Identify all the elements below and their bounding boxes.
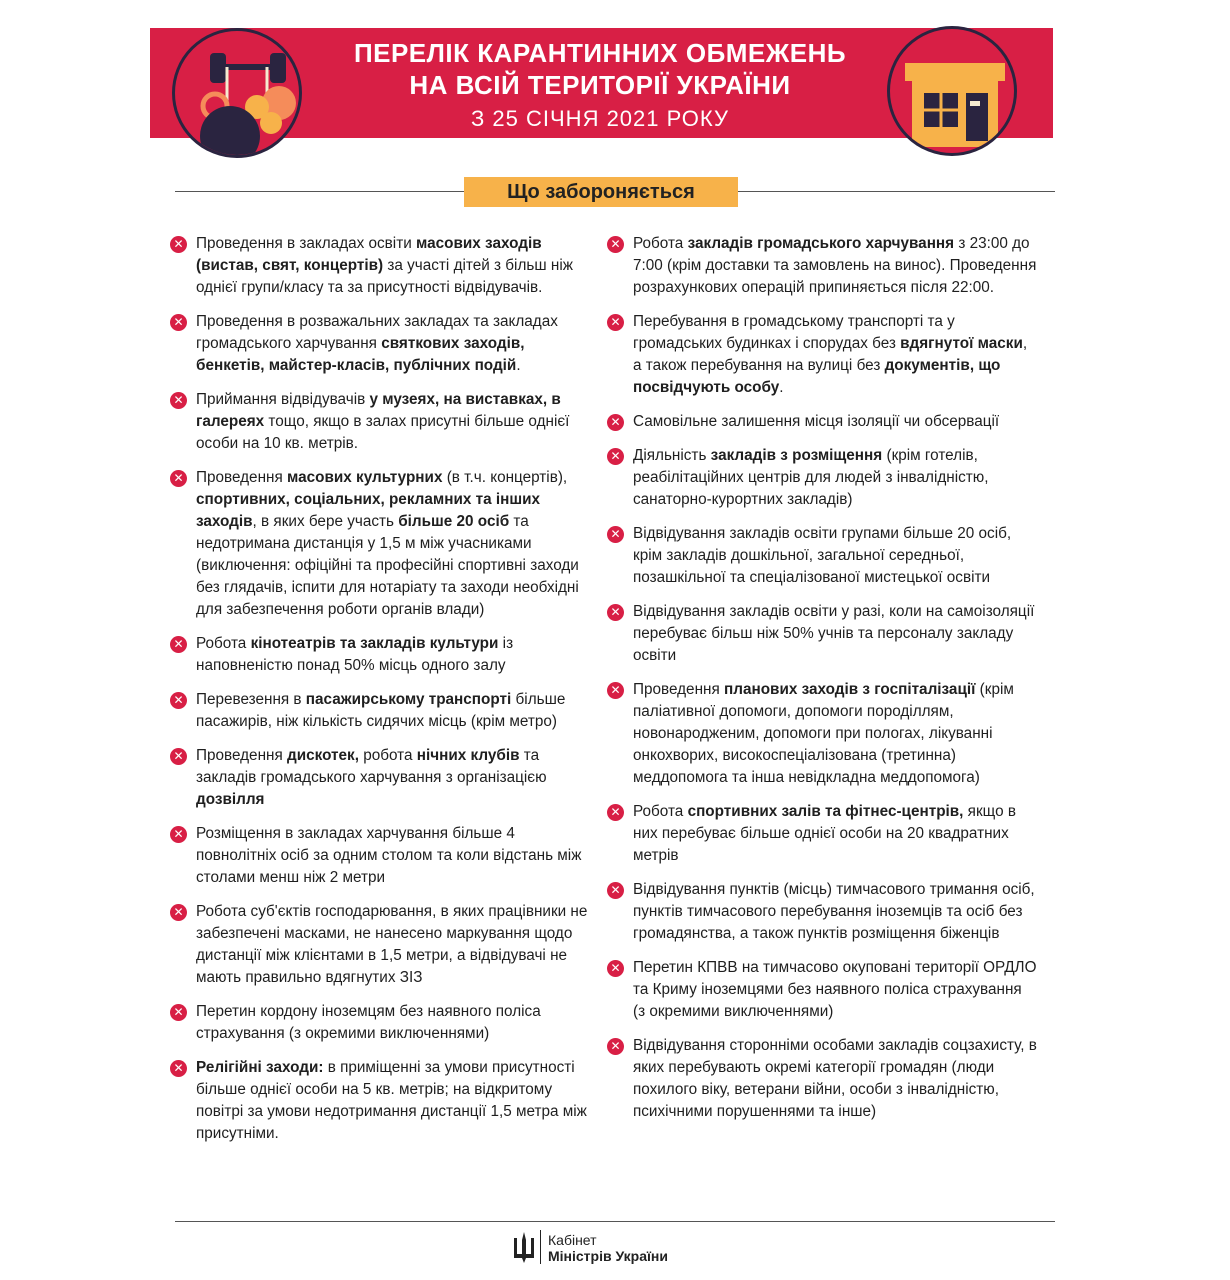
prohibited-icon: ✕ — [170, 748, 187, 765]
restriction-text: Приймання відвідувачів — [196, 391, 370, 408]
restriction-text: Перетин КПВВ на тимчасово окуповані території ОРДЛО та Криму іноземцями без наявного поліса страхування (з окремими виключеннями) — [633, 959, 1037, 1020]
restriction-text: Перебування в громадському транспорті та у громадських будинках і спорудах без — [633, 313, 955, 352]
restriction-text: Відвідування закладів освіти у разі, коли на самоізоляції перебуває більш ніж 50% учнів та персоналу закладу освіти — [633, 603, 1035, 664]
restriction-item — [607, 523, 1037, 589]
prohibited-icon: ✕ — [607, 604, 624, 621]
restriction-text: Відвідування пунктів (місць) тимчасового тримання осіб, пунктів тимчасового перебування іноземців та осіб без громадянства, а також пунктів розміщення біженців — [633, 881, 1035, 942]
restriction-text: Відвідування сторонніми особами закладів соцзахисту, в яких перебувають окремі категорії громадян (люди похилого віку, ветерани війни, особи з інвалідністю, психічними порушеннями та інше) — [633, 1037, 1037, 1120]
restriction-text: спортивних, соціальних, рекламних та інших заходів — [196, 491, 541, 530]
prohibited-icon: ✕ — [170, 1060, 187, 1077]
org-name-line-2: Міністрів України — [548, 1248, 668, 1264]
prohibited-icon: ✕ — [170, 1004, 187, 1021]
trident-icon — [511, 1230, 537, 1264]
prohibited-icon: ✕ — [607, 314, 624, 331]
restriction-item — [170, 389, 590, 455]
restriction-item — [170, 745, 590, 811]
restriction-item — [607, 957, 1037, 1023]
restriction-text: тощо, якщо в залах присутні більше однієї особи на 10 кв. метрів. — [196, 413, 570, 452]
restriction-text: пасажирському транспорті — [305, 691, 512, 708]
restriction-text: у музеях, на виставках, в галереях — [196, 391, 561, 430]
restriction-item — [170, 1001, 590, 1045]
restriction-item — [170, 467, 590, 621]
restriction-text: Робота суб'єктів господарювання, в яких працівники не забезпечені масками, не нанесено маркування щодо дистанції між клієнтами в 1,5 метри, а відвідувачі не мають правильно вдягнутих ЗІЗ — [196, 903, 588, 986]
restriction-text: Проведення — [196, 469, 287, 486]
prohibited-icon: ✕ — [607, 448, 624, 465]
restriction-text: робота — [358, 747, 417, 764]
shop-illustration — [887, 26, 1017, 156]
restriction-text: Розміщення в закладах харчування більше 4 повнолітніх осіб за одним столом та коли відстань між столами менш ніж 2 метри — [196, 825, 582, 886]
restriction-item — [607, 311, 1037, 399]
prohibited-icon: ✕ — [170, 826, 187, 843]
restriction-text: Перетин кордону іноземцям без наявного поліса страхування (з окремими виключеннями) — [196, 1003, 541, 1042]
restriction-text: із наповненістю понад 50% місць одного залу — [196, 635, 514, 674]
prohibited-icon: ✕ — [170, 470, 187, 487]
restriction-text: Відвідування закладів освіти групами більше 20 осіб, крім закладів дошкільної, загальної середньої, позашкільної та спеціалізованої мистецької освіти — [633, 525, 1012, 586]
prohibited-icon: ✕ — [170, 392, 187, 409]
prohibited-icon: ✕ — [170, 236, 187, 253]
restriction-text: . — [516, 357, 521, 374]
restriction-text: Проведення в розважальних закладах та закладах громадського харчування — [196, 313, 558, 352]
footer-separator — [540, 1230, 541, 1264]
prohibited-icon: ✕ — [607, 960, 624, 977]
restriction-item — [607, 445, 1037, 511]
restriction-text: дискотек, — [287, 747, 359, 764]
restriction-item — [170, 233, 590, 299]
restriction-text: , в яких бере участь — [252, 513, 399, 530]
restriction-text: закладів громадського харчування — [687, 235, 955, 252]
restriction-text: більше 20 осіб — [398, 513, 510, 530]
restriction-text: Діяльність — [633, 447, 711, 464]
restriction-item — [607, 879, 1037, 945]
restriction-text: за участі дітей з більш ніж однієї групи/класу та за присутності відвідувачів. — [196, 257, 573, 296]
restriction-text: більше пасажирів, ніж кількість сидячих місць (крім метро) — [196, 691, 566, 730]
restriction-item — [607, 1035, 1037, 1123]
subtitle-date: З 25 СІЧНЯ 2021 РОКУ — [471, 106, 729, 131]
restriction-text: . — [779, 379, 784, 396]
restriction-text: планових заходів з госпіталізації — [724, 681, 976, 698]
restriction-text: та закладів громадського харчування з організацією — [196, 747, 547, 786]
prohibited-icon: ✕ — [607, 882, 624, 899]
restriction-text: документів, що посвідчують особу — [633, 357, 1001, 396]
prohibited-icon: ✕ — [607, 236, 624, 253]
restriction-text: вдягнутої маски — [900, 335, 1023, 352]
prohibited-icon: ✕ — [170, 904, 187, 921]
restriction-text: Проведення — [633, 681, 724, 698]
restriction-item — [170, 311, 590, 377]
restriction-text: закладів з розміщення — [710, 447, 883, 464]
restriction-text: спортивних залів та фітнес-центрів, — [687, 803, 964, 820]
prohibited-icon: ✕ — [170, 636, 187, 653]
prohibited-icon: ✕ — [170, 692, 187, 709]
restriction-item — [607, 679, 1037, 789]
restriction-item — [170, 633, 590, 677]
restriction-item — [607, 801, 1037, 867]
restriction-text: Робота — [633, 235, 688, 252]
restriction-item — [607, 601, 1037, 667]
prohibited-icon: ✕ — [607, 804, 624, 821]
restriction-text: кінотеатрів та закладів культури — [250, 635, 499, 652]
restriction-text: нічних клубів — [416, 747, 520, 764]
restriction-text: якщо в них перебуває більше однієї особи на 20 квадратних метрів — [633, 803, 1016, 864]
restriction-item — [170, 689, 590, 733]
restriction-item — [607, 411, 1037, 433]
restriction-item — [170, 823, 590, 889]
prohibited-icon: ✕ — [607, 682, 624, 699]
restriction-item — [607, 233, 1037, 299]
restriction-text: Перевезення в — [196, 691, 306, 708]
restriction-text: Проведення — [196, 747, 287, 764]
restriction-text: дозвілля — [196, 791, 265, 808]
restriction-item — [170, 1057, 590, 1145]
shop-icon — [890, 29, 1017, 156]
left-column — [170, 233, 590, 1157]
restriction-text: (в т.ч. концертів), — [442, 469, 568, 486]
restriction-item — [170, 901, 590, 989]
restriction-text: (крім готелів, реабілітаційних центрів для людей з інвалідністю, санаторно-курортних закладів) — [633, 447, 989, 508]
restriction-text: , а також перебування на вулиці без — [633, 335, 1028, 374]
right-column — [607, 233, 1037, 1135]
prohibited-icon: ✕ — [170, 314, 187, 331]
restriction-text: Робота — [633, 803, 688, 820]
dumbbell-kettlebell-icon — [175, 31, 302, 158]
restriction-text: Релігійні заходи: — [196, 1059, 324, 1076]
title-line-1: ПЕРЕЛІК КАРАНТИННИХ ОБМЕЖЕНЬ — [353, 38, 847, 68]
restriction-text: з 23:00 до 7:00 (крім доставки та замовлень на винос). Проведення розрахункових операцій припиняється після 22:00. — [633, 235, 1037, 296]
title-line-2: НА ВСІЙ ТЕРИТОРІЇ УКРАЇНИ — [409, 70, 791, 100]
restriction-text: Проведення в закладах освіти — [196, 235, 417, 252]
restriction-text: (крім паліативної допомоги, допомоги породіллям, новонародженим, допомоги при пологах, лікуванні онкохворих, високоспеціалізована (третинна) меддопомога та інша невідкладна меддопомога) — [633, 681, 1014, 786]
prohibited-icon: ✕ — [607, 1038, 624, 1055]
prohibited-icon: ✕ — [607, 414, 624, 431]
restriction-text: Робота — [196, 635, 251, 652]
gym-illustration — [172, 28, 302, 158]
prohibited-icon: ✕ — [607, 526, 624, 543]
footer-divider — [175, 1221, 1055, 1222]
restriction-text: масових заходів (вистав, свят, концертів) — [196, 235, 542, 274]
restriction-text: та недотримана дистанція у 1,5 м між учасниками (виключення: офіційні та професійні спортивні заходи без глядачів, іспити для нотаріату та заходи необхідні для забезпечення роботи органів влади) — [196, 513, 579, 618]
restriction-text: масових культурних — [287, 469, 443, 486]
restriction-text: святкових заходів, бенкетів, майстер-класів, публічних подій — [196, 335, 525, 374]
org-name-line-1: Кабінет — [548, 1232, 597, 1248]
section-title: Що забороняється — [464, 177, 738, 207]
restriction-text: в приміщенні за умови присутності більше однієї особи на 5 кв. метрів; на відкритому повітрі за умови недотримання дистанції 1,5 метра між присутніми. — [196, 1059, 587, 1142]
restriction-text: Самовільне залишення місця ізоляції чи обсервації — [633, 413, 1000, 430]
